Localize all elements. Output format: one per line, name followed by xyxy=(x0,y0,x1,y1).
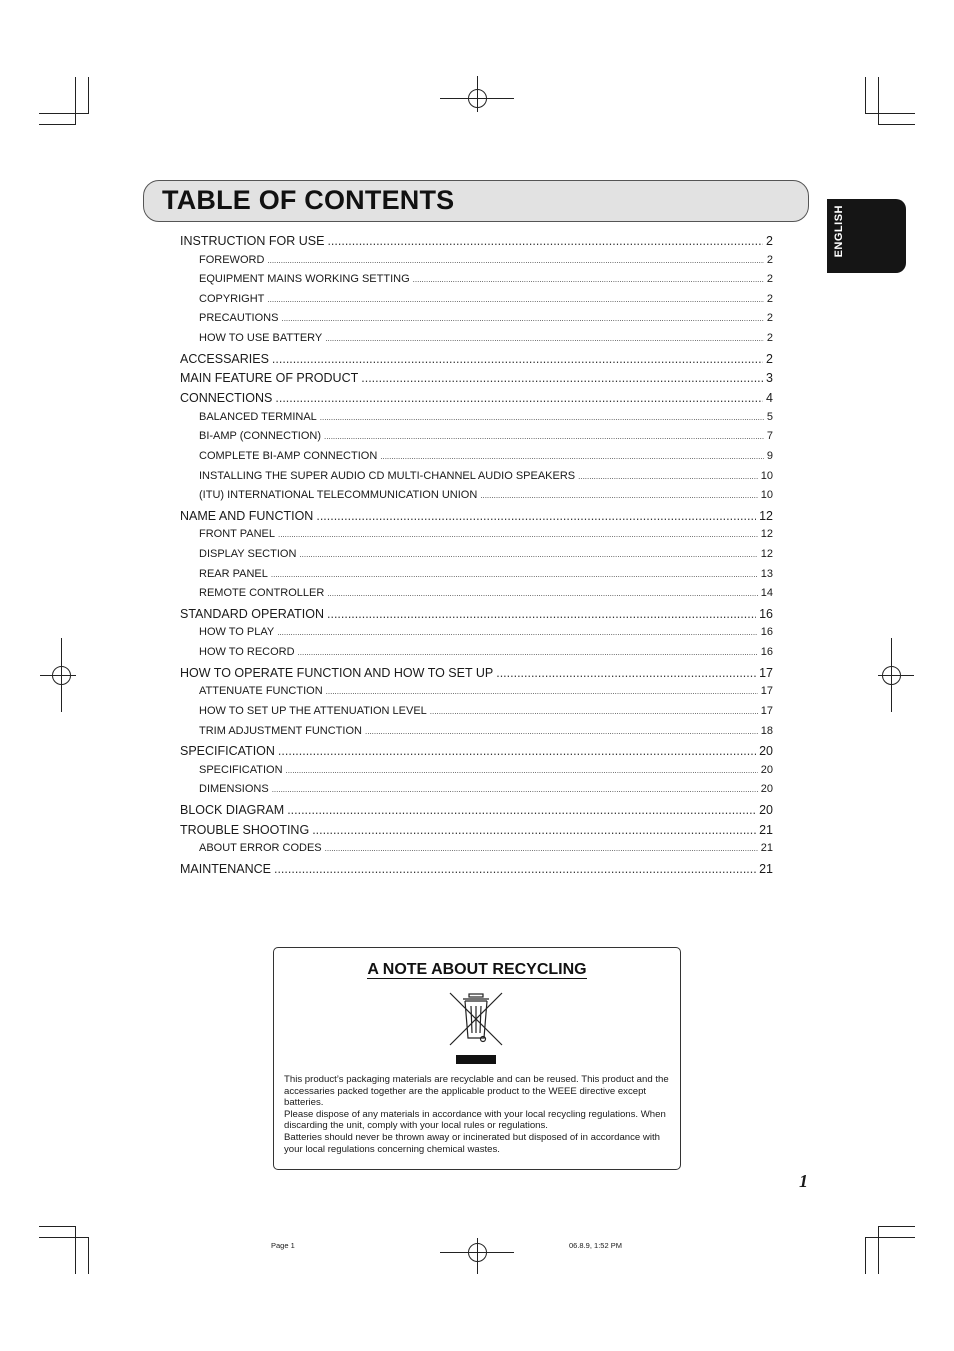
crop-mark xyxy=(39,124,76,125)
crop-mark xyxy=(39,113,89,114)
recycling-note-title: A NOTE ABOUT RECYCLING xyxy=(367,961,587,978)
registration-mark xyxy=(468,1243,487,1262)
toc-subsection xyxy=(180,587,773,607)
toc-entry-page: 21 xyxy=(759,861,773,876)
toc-dot-leader xyxy=(578,472,758,481)
toc-entry-label: HOW TO USE BATTERY xyxy=(199,332,323,345)
toc-entry-label: BLOCK DIAGRAM xyxy=(180,802,285,817)
toc-entry-label: TROUBLE SHOOTING xyxy=(180,822,310,837)
toc-entry-label: REMOTE CONTROLLER xyxy=(199,587,325,600)
toc-entry-page: 2 xyxy=(766,273,773,286)
toc-section xyxy=(180,744,773,764)
toc-dot-leader xyxy=(271,570,758,579)
toc-entry-page: 16 xyxy=(759,606,773,621)
toc-section xyxy=(180,666,773,686)
toc-entry-label: BALANCED TERMINAL xyxy=(199,410,317,423)
toc-entry-label: COPYRIGHT xyxy=(199,292,265,305)
toc-entry-page: 2 xyxy=(766,292,773,305)
toc-subsection xyxy=(180,528,773,548)
toc-entry-page: 12 xyxy=(760,547,773,560)
toc-entry-label: EQUIPMENT MAINS WORKING SETTING xyxy=(199,273,410,286)
recycling-note-text xyxy=(284,1074,676,1155)
toc-subsection xyxy=(180,685,773,705)
toc-entry-page: 9 xyxy=(766,449,773,462)
toc-section xyxy=(180,862,773,882)
toc-entry-label: HOW TO RECORD xyxy=(199,646,295,659)
toc-entry-page: 3 xyxy=(766,371,773,386)
toc-entry-page: 20 xyxy=(759,802,773,817)
registration-mark xyxy=(882,666,901,685)
toc-subsection xyxy=(180,705,773,725)
toc-section xyxy=(180,234,773,254)
toc-dot-leader xyxy=(326,687,758,696)
toc-dot-leader xyxy=(278,530,758,539)
toc-entry-page: 20 xyxy=(760,783,773,796)
toc-dot-leader xyxy=(316,509,756,523)
toc-section xyxy=(180,352,773,372)
toc-section xyxy=(180,391,773,411)
toc-dot-leader xyxy=(275,391,763,405)
toc-entry-label: STANDARD OPERATION xyxy=(180,606,324,621)
toc-entry-page: 21 xyxy=(760,842,773,855)
toc-dot-leader xyxy=(365,727,758,736)
toc-entry-page: 2 xyxy=(766,351,773,366)
crop-mark xyxy=(88,1237,89,1274)
toc-entry-page: 13 xyxy=(760,567,773,580)
language-tab xyxy=(827,199,906,273)
toc-entry-label: ATTENUATE FUNCTION xyxy=(199,685,323,698)
toc-dot-leader xyxy=(274,862,756,876)
toc-dot-leader xyxy=(267,295,763,304)
toc-entry-page: 20 xyxy=(759,744,773,759)
crop-mark xyxy=(878,1226,915,1227)
toc-entry-page: 21 xyxy=(759,822,773,837)
toc-dot-leader xyxy=(281,314,763,323)
toc-entry-label: FRONT PANEL xyxy=(199,528,275,541)
toc-dot-leader xyxy=(327,589,757,598)
toc-entry-label: INSTRUCTION FOR USE xyxy=(180,234,325,248)
toc-section xyxy=(180,509,773,529)
crop-mark xyxy=(865,1237,866,1274)
toc-subsection xyxy=(180,411,773,431)
crop-mark xyxy=(865,1237,915,1238)
toc-dot-leader xyxy=(278,744,756,758)
toc-dot-leader xyxy=(298,648,758,657)
toc-entry-label: REAR PANEL xyxy=(199,567,268,580)
crop-mark xyxy=(878,77,879,125)
toc-subsection xyxy=(180,764,773,784)
toc-entry-page: 16 xyxy=(760,626,773,639)
toc-subsection xyxy=(180,332,773,352)
toc-entry-label: FOREWORD xyxy=(199,253,265,266)
toc-entry-page: 2 xyxy=(766,253,773,266)
toc-entry-label: NAME AND FUNCTION xyxy=(180,508,314,523)
toc-entry-label: PRECAUTIONS xyxy=(199,312,279,325)
crop-mark xyxy=(75,1226,76,1274)
toc-dot-leader xyxy=(325,334,764,343)
registration-mark xyxy=(468,89,487,108)
toc-entry-label: SPECIFICATION xyxy=(180,744,275,759)
toc-entry-page: 5 xyxy=(766,410,773,423)
crop-mark xyxy=(75,77,76,125)
toc-subsection xyxy=(180,646,773,666)
registration-mark xyxy=(52,666,71,685)
toc-entry-page: 18 xyxy=(760,724,773,737)
crop-mark xyxy=(878,124,915,125)
toc-subsection xyxy=(180,450,773,470)
footer-timestamp: 06.8.9, 1:52 PM xyxy=(569,1241,622,1250)
toc-dot-leader xyxy=(480,491,757,500)
toc-section xyxy=(180,803,773,823)
toc-subsection xyxy=(180,568,773,588)
recycling-note xyxy=(273,947,681,1170)
toc-subsection xyxy=(180,725,773,745)
toc-subsection xyxy=(180,273,773,293)
toc-dot-leader xyxy=(496,666,756,680)
toc-entry-label: MAINTENANCE xyxy=(180,861,271,876)
crop-mark xyxy=(39,1226,76,1227)
toc-subsection xyxy=(180,842,773,862)
toc-section xyxy=(180,823,773,843)
toc-entry-label: HOW TO PLAY xyxy=(199,626,275,639)
toc-subsection xyxy=(180,470,773,490)
toc-dot-leader xyxy=(287,803,756,817)
recycling-paragraph: This product’s packaging materials are recyclable and can be reused. This product and the accessaries packed together are the applicable product to the WEEE directive except batteries. xyxy=(284,1074,669,1109)
toc-dot-leader xyxy=(312,823,756,837)
toc-entry-label: DIMENSIONS xyxy=(199,783,269,796)
crop-mark xyxy=(865,113,915,114)
toc-entry-page: 2 xyxy=(766,312,773,325)
toc-entry-page: 2 xyxy=(766,332,773,345)
toc-subsection xyxy=(180,430,773,450)
toc-entry-page: 10 xyxy=(760,489,773,502)
toc-dot-leader xyxy=(272,352,763,366)
toc-entry-page: 17 xyxy=(759,665,773,680)
toc-dot-leader xyxy=(361,371,763,385)
toc-dot-leader xyxy=(413,275,764,284)
toc-dot-leader xyxy=(277,628,758,637)
table-of-contents xyxy=(180,234,773,882)
toc-entry-page: 7 xyxy=(766,430,773,443)
toc-dot-leader xyxy=(325,844,758,853)
toc-entry-page: 17 xyxy=(760,685,773,698)
toc-subsection xyxy=(180,783,773,803)
toc-entry-page: 10 xyxy=(760,469,773,482)
toc-entry-label: DISPLAY SECTION xyxy=(199,547,297,560)
toc-subsection xyxy=(180,254,773,274)
toc-dot-leader xyxy=(380,452,764,461)
toc-dot-leader xyxy=(267,256,763,265)
toc-dot-leader xyxy=(320,413,764,422)
toc-subsection xyxy=(180,293,773,313)
toc-dot-leader xyxy=(272,785,758,794)
crossed-out-wheelie-bin-icon xyxy=(449,991,503,1065)
crop-mark xyxy=(878,1226,879,1274)
recycling-paragraph: Please dispose of any materials in accordance with your local recycling regulations. When discarding the unit, comply with your local rules or regulations. xyxy=(284,1108,666,1132)
toc-entry-label: TRIM ADJUSTMENT FUNCTION xyxy=(199,724,362,737)
toc-subsection xyxy=(180,626,773,646)
toc-subsection xyxy=(180,548,773,568)
crop-mark xyxy=(865,77,866,114)
toc-entry-page: 14 xyxy=(760,587,773,600)
toc-subsection xyxy=(180,312,773,332)
toc-dot-leader xyxy=(327,234,763,248)
toc-dot-leader xyxy=(324,432,764,441)
toc-entry-label: ACCESSARIES xyxy=(180,351,269,366)
toc-entry-page: 17 xyxy=(760,704,773,717)
crop-mark xyxy=(88,77,89,114)
toc-dot-leader xyxy=(299,550,757,559)
toc-dot-leader xyxy=(286,766,758,775)
toc-entry-label: BI-AMP (CONNECTION) xyxy=(199,430,322,443)
toc-entry-label: CONNECTIONS xyxy=(180,391,273,406)
toc-dot-leader xyxy=(327,607,756,621)
language-tab-label: ENGLISH xyxy=(833,205,845,258)
recycling-paragraph: Batteries should never be thrown away or incinerated but disposed of in accordance with your local regulations concerning chemical wastes. xyxy=(284,1131,660,1155)
toc-entry-page: 4 xyxy=(766,391,773,406)
footer-page-label: Page 1 xyxy=(271,1241,295,1250)
toc-entry-page: 20 xyxy=(760,763,773,776)
toc-entry-label: SPECIFICATION xyxy=(199,763,283,776)
page-title: TABLE OF CONTENTS xyxy=(162,185,455,215)
title-bar xyxy=(143,180,809,222)
toc-entry-page: 12 xyxy=(760,528,773,541)
crop-mark xyxy=(39,1237,89,1238)
toc-section xyxy=(180,607,773,627)
toc-entry-label: COMPLETE BI-AMP CONNECTION xyxy=(199,449,378,462)
toc-entry-label: HOW TO SET UP THE ATTENUATION LEVEL xyxy=(199,704,427,717)
toc-entry-page: 16 xyxy=(760,646,773,659)
toc-entry-label: INSTALLING THE SUPER AUDIO CD MULTI-CHANNEL AUDIO SPEAKERS xyxy=(199,469,576,482)
page-number: 1 xyxy=(799,1171,808,1191)
toc-entry-page: 12 xyxy=(759,508,773,523)
toc-entry-label: ABOUT ERROR CODES xyxy=(199,842,322,855)
toc-section xyxy=(180,371,773,391)
toc-dot-leader xyxy=(430,707,758,716)
toc-entry-label: (ITU) INTERNATIONAL TELECOMMUNICATION UNION xyxy=(199,489,478,502)
toc-subsection xyxy=(180,489,773,509)
toc-entry-label: HOW TO OPERATE FUNCTION AND HOW TO SET UP xyxy=(180,665,494,680)
toc-entry-page: 2 xyxy=(766,234,773,248)
toc-entry-label: MAIN FEATURE OF PRODUCT xyxy=(180,371,359,386)
